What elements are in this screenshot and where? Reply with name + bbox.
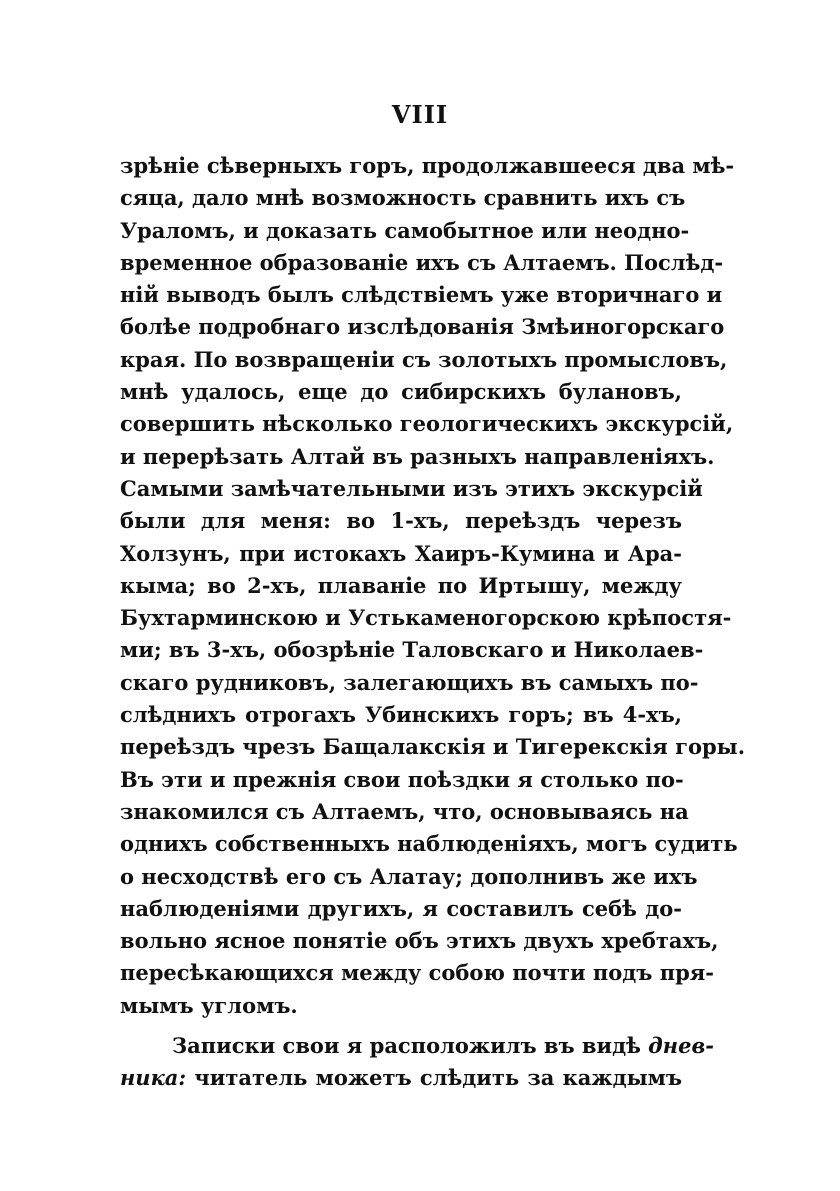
text-line: Ураломъ, и доказать самобытное или неодно- <box>120 217 690 243</box>
text-line: знакомился съ Алтаемъ, что, основываясь на <box>120 798 689 824</box>
text-line: были для меня: во 1-хъ, переѣздъ черезъ <box>120 508 682 534</box>
text-line: зрѣніе сѣверныхъ горъ, продолжавшееся два мѣ- <box>120 153 735 178</box>
text-line: мнѣ удалось, еще до сибирскихъ булановъ, <box>120 379 682 405</box>
text-run: читатель можетъ слѣдить за каждымъ <box>186 1065 682 1091</box>
text-line: кыма; во 2-хъ, плаваніе по Иртышу, между <box>120 572 682 598</box>
text-line: края. По возвращеніи съ золотыхъ промысловъ, <box>120 346 728 372</box>
page-number: VIII <box>391 100 449 129</box>
text-line: скаго рудниковъ, залегающихъ въ самыхъ по- <box>120 669 699 695</box>
italic-word: днев- <box>648 1033 714 1058</box>
text-run: Записки свои я расположилъ въ видѣ <box>172 1033 649 1058</box>
text-line: вольно ясное понятіе объ этихъ двухъ хребтахъ, <box>120 928 719 954</box>
paragraph-1 <box>120 150 746 1022</box>
text-line: пересѣкающихся между собою почти подъ пря- <box>120 960 714 986</box>
text-line: Самыми замѣчательными изъ этихъ экскурсій <box>120 475 703 501</box>
text-line: слѣднихъ отрогахъ Убинскихъ горъ; въ 4-хъ, <box>120 702 682 728</box>
text-line: совершить нѣсколько геологическихъ экскурсій, <box>120 411 734 437</box>
text-line: временное образованіе ихъ съ Алтаемъ. Послѣд- <box>120 249 724 275</box>
text-line <box>120 1030 714 1062</box>
text-line: Бухтарминскою и Устькаменогорскою крѣпостя- <box>120 605 732 631</box>
paragraph-2 <box>120 1030 714 1095</box>
text-line: однихъ собственныхъ наблюденіяхъ, могъ судить <box>120 831 738 857</box>
italic-word: ника: <box>120 1065 187 1091</box>
text-line: Холзунъ, при истокахъ Хаиръ-Кумина и Ара- <box>120 540 682 566</box>
text-line: сяца, дало мнѣ возможность сравнить ихъ съ <box>120 185 686 211</box>
text-line: переѣздъ чрезъ Бащалакскія и Тигерекскія горы. <box>120 734 746 760</box>
text-line: Въ эти и прежнія свои поѣздки я столько по- <box>120 766 684 792</box>
text-line: наблюденіями другихъ, я составилъ себѣ до- <box>120 895 682 921</box>
text-line <box>120 1062 682 1094</box>
text-line: о несходствѣ его съ Алатау; дополнивъ же ихъ <box>120 863 698 889</box>
text-line: болѣе подробнаго изслѣдованія Змѣиногорскаго <box>120 314 725 340</box>
text-line: мымъ угломъ. <box>120 992 298 1018</box>
text-line: ній выводъ былъ слѣдствіемъ уже вторичнаго и <box>120 282 723 308</box>
text-line: и перерѣзать Алтай въ разныхъ направленіяхъ. <box>120 443 715 469</box>
text-line: ми; въ 3-хъ, обозрѣніе Таловскаго и Николаев- <box>120 637 704 663</box>
